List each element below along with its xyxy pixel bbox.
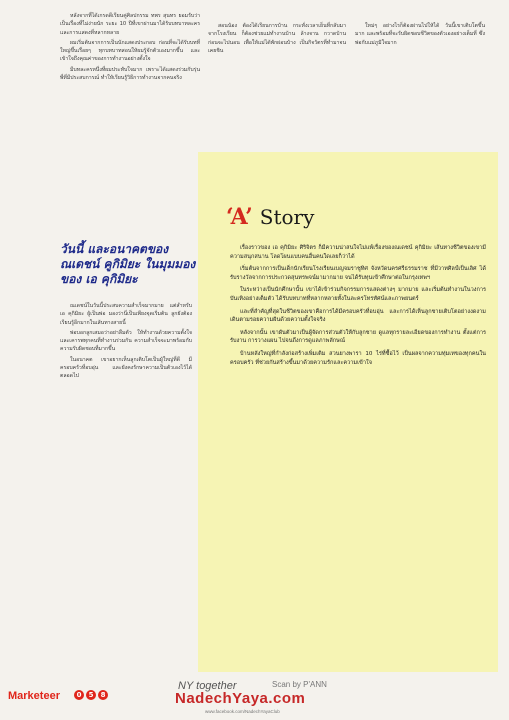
subheading-line: วันนี้ และอนาคตของ: [60, 242, 169, 256]
left-column-lower-text: [60, 302, 192, 642]
story-title: [226, 204, 314, 230]
right-column-text: [355, 22, 485, 142]
title-letter: A: [230, 204, 246, 230]
watermark-together: NY together: [178, 680, 237, 692]
paragraph: หลังจากนั้น เขาผันตัวมาเป็นผู้จัดการส่วนตัวให้กับลูกชาย ดูแลทุกรายละเอียดของการทำงาน ตั้งแต่การรับงาน การวางแผน ไปจนถึงการดูแลภาพลักษณ์: [230, 329, 486, 345]
paragraph: สอนน้อง ต้องได้เรียนการบ้าน กระทั่งเวลาเย็นที่กลับมาจากโรงเรียน ก็ต้องช่วยแม่ทำงานบ้าน ล้างจาน กวาดบ้าน ก่อนจะไปนอน เพื่อให้แม่ได้พักผ่อนบ้าง เป็นกิจวัตรที่ทำมาจนเคยชิน: [208, 23, 346, 54]
page-number: [74, 690, 108, 700]
page-digit: 0: [74, 690, 84, 700]
paragraph: ณเดชน์ในวันนี้ประสบความสำเร็จมากมาย แต่สำหรับ เอ คุกิมิยะ ผู้เป็นพ่อ มองว่านี่เป็นเพียงจุดเริ่มต้น ลูกยังต้องเรียนรู้อีกมากในเส้นทางสายนี้: [60, 303, 192, 326]
paragraph: หลังจากที่ได้เกรดดีเรียนคู่ศิลปกรรม ทพร สุนทร ยอมรับว่าเป็นเรื่องที่ไม่ง่ายนัก ระยะ 10 ปีที่เขาผ่านมาได้รับบทบาทละครและการแสดงที่หลากหลาย: [60, 13, 200, 36]
middle-column-text: [208, 22, 346, 150]
paragraph: และที่สำคัญที่สุดในชีวิตของเขาคือการได้มีครอบครัวที่อบอุ่น และการได้เห็นลูกชายเติบโตอย่างงดงาม เดินตามรอยความฝันด้วยความตั้งใจจริง: [230, 308, 486, 324]
title-quote-open: ‘: [226, 204, 231, 230]
paragraph: เริ่มต้นจากการเป็นเด็กนักเรียนโรงเรียนเบญจมราชูทิศ จังหวัดนครศรีธรรมราช ที่มีวาทศิลป์เป็นเลิศ ได้รับรางวัลจากการประกวดสุนทรพจน์มามากมาย จนได้รับทุนเข้าศึกษาต่อในกรุงเทพฯ: [230, 266, 486, 281]
paragraph: บ้านหลังใหญ่ที่กำลังก่อสร้างเพิ่มเติม สวนยางพารา 10 ไร่ที่ซื้อไว้ เป็นผลจากความทุ่มเทของทุกคนในครอบครัว ที่ช่วยกันสร้างขึ้นมาด้วยความรักและความเข้าใจ: [230, 350, 486, 366]
story-body: [230, 244, 486, 371]
paragraph: เรื่องราวของ เอ คุกิมิยะ ศิริจิตร ก็มีความน่าสนใจไม่แพ้เรื่องของณเดชน์ คุกิมิยะ เส้นทางชีวิตของเขามีความสนุกสนาน โลดโผนแบบคนอื่นคนใดเลยก็ว่าได้: [230, 245, 486, 260]
watermark-scan: Scan by P'ANN: [272, 680, 327, 689]
brand-logo: Marketeer: [8, 690, 60, 702]
page-digit: 5: [86, 690, 96, 700]
subheading-line: ณเดชน์ คูกิมิยะ ในมุมมอง: [60, 257, 196, 271]
paragraph: ในระหว่างเป็นนักศึกษานั้น เขาได้เข้าร่วมกิจกรรมการแสดงต่างๆ มากมาย และเริ่มต้นทำงานในวงการบันเทิงอย่างเต็มตัว ได้รับบทบาทที่หลากหลายทั้งในละครโทรทัศน์และภาพยนตร์: [230, 287, 486, 302]
left-column-text: [60, 12, 200, 242]
subheading-line: ของ เอ คุกิมิยะ: [60, 272, 138, 286]
paragraph: พ่อบอกลูกเสมอว่าอย่าลืมตัว ให้ทำงานด้วยความตั้งใจและเคารพทุกคนที่ทำงานร่วมกัน ความสำเร็จจะมาพร้อมกับความรับผิดชอบที่มากขึ้น: [60, 329, 192, 353]
page-digit: 8: [98, 690, 108, 700]
a-story-sidebar: [198, 152, 498, 672]
section-subheading: [60, 242, 200, 287]
title-word: Story: [259, 205, 315, 229]
title-quote-close: ’: [245, 204, 253, 230]
paragraph: ผมเริ่มต้นจากการเป็นนักแสดงประกอบ ก่อนที่จะได้รับบทที่ใหญ่ขึ้นเรื่อยๆ ทุกบทบาทสอนให้ผมรู้จักตัวเองมากขึ้น และเข้าใจถึงคุณค่าของการทำงานอย่างตั้งใจ: [60, 39, 200, 63]
paragraph: ในอนาคต เขาอยากเห็นลูกเติบโตเป็นผู้ใหญ่ที่ดี มีครอบครัวที่อบอุ่น และยังคงรักษาความเป็นตัวเองไว้ได้ตลอดไป: [60, 356, 192, 380]
watermark-site: NadechYaya.com: [175, 690, 306, 707]
watermark-url: www.facebook.com/NadechYayaClub: [205, 709, 280, 714]
paragraph: ใหม่ๆ อย่างไรก็ต้องผ่านไปให้ได้ วันนี้เขาเติบโตขึ้นมาก และพร้อมที่จะรับผิดชอบชีวิตของตัวเองอย่างเต็มที่ ซึ่งพ่อกับแม่ภูมิใจมาก: [355, 23, 485, 46]
paragraph: มีบทละครหนึ่งที่ผมประทับใจมาก เพราะได้แสดงร่วมกับรุ่นพี่ที่มีประสบการณ์ ทำให้เรียนรู้วิธีการทำงานจากคนจริง: [60, 66, 200, 82]
